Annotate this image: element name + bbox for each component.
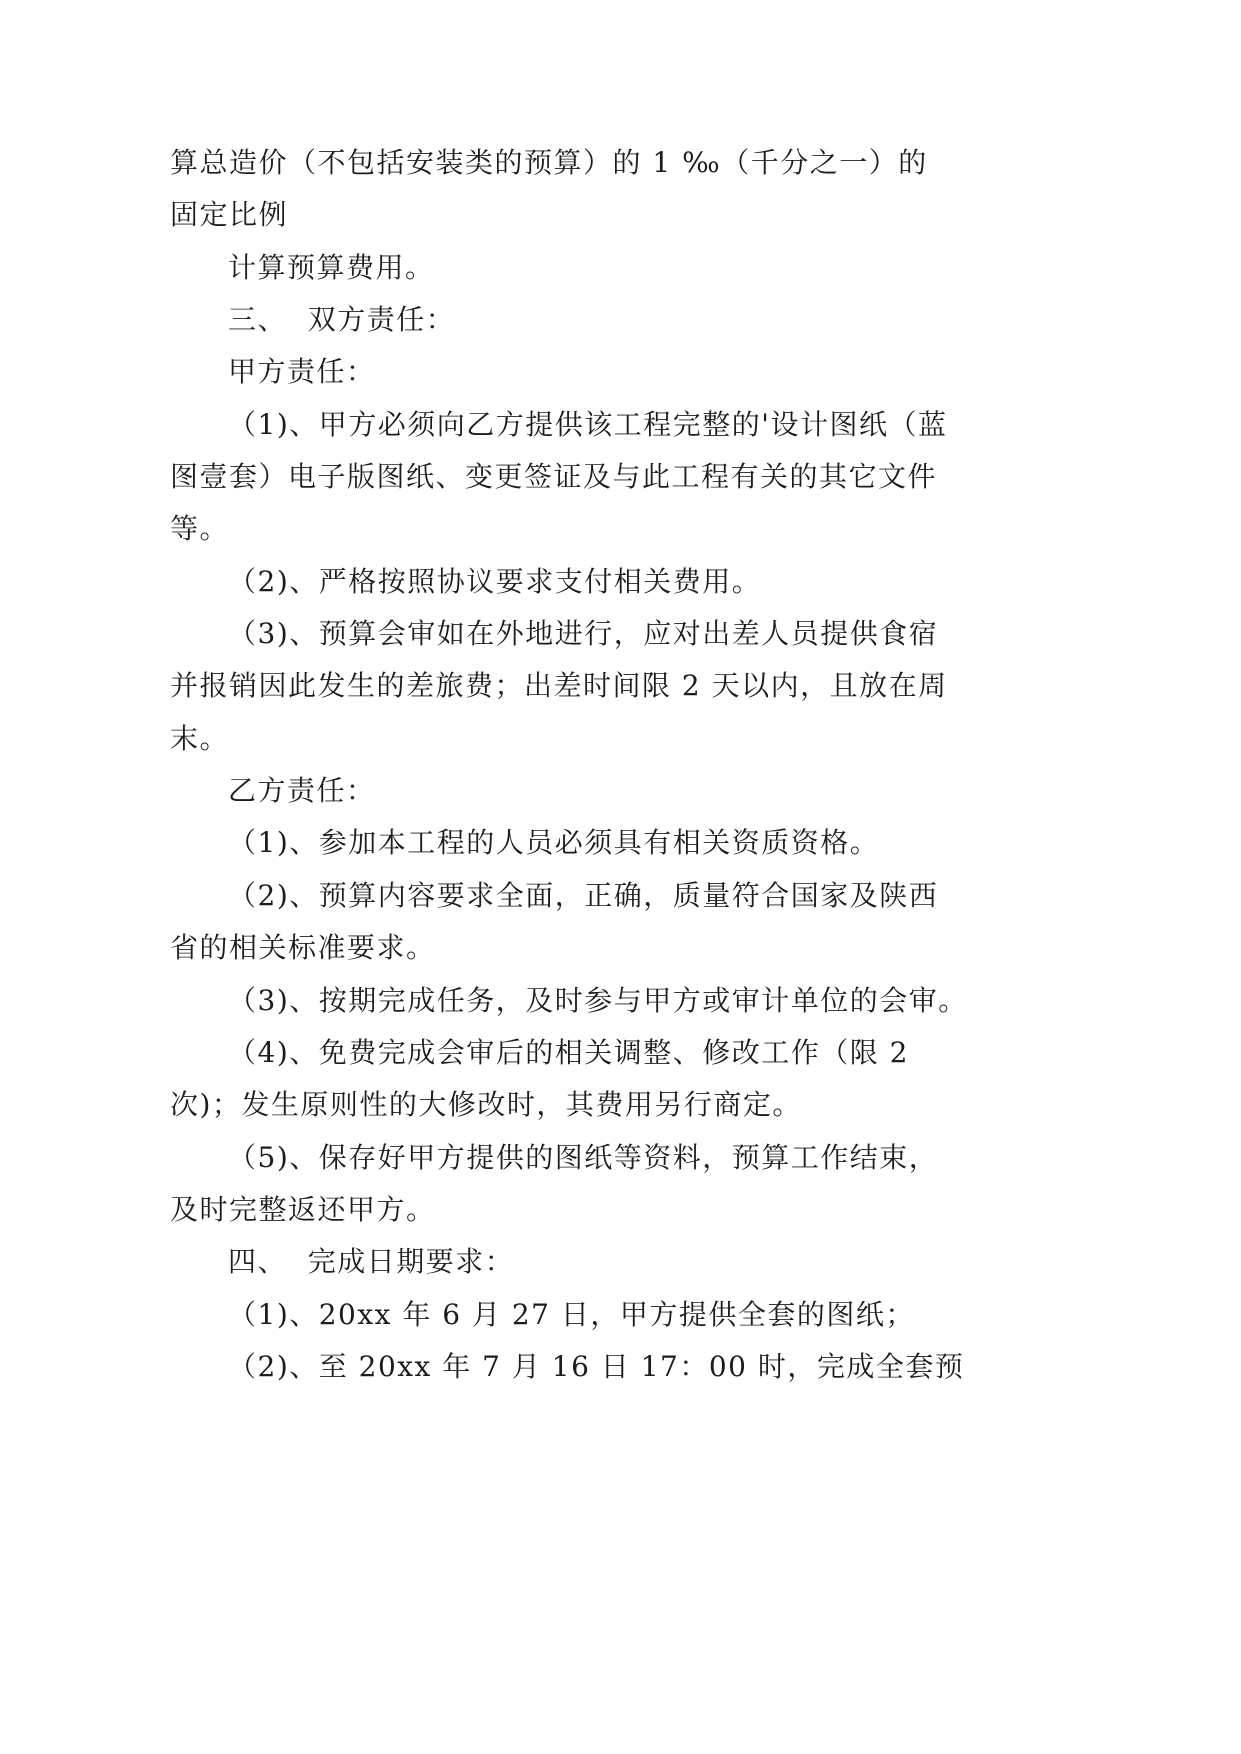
body-text-line: 并报销因此发生的差旅费；出差时间限 2 天以内，且放在周 — [170, 669, 948, 703]
body-text-line: 固定比例 — [170, 198, 289, 232]
document-body — [170, 137, 970, 1393]
body-text-line: 计算预算费用。 — [228, 250, 435, 284]
list-item-line: （5)、保存好甲方提供的图纸等资料，预算工作结束， — [228, 1140, 939, 1174]
section-heading: 四、 完成日期要求： — [228, 1245, 515, 1279]
list-item-line: （3)、预算会审如在外地进行，应对出差人员提供食宿 — [228, 617, 939, 651]
body-text-line: 次)；发生原则性的大修改时，其费用另行商定。 — [170, 1088, 802, 1122]
body-text-line: 等。 — [170, 512, 230, 546]
list-item-line: （2)、预算内容要求全面，正确，质量符合国家及陕西 — [228, 878, 939, 912]
subsection-heading-party-a: 甲方责任： — [228, 355, 376, 389]
body-text-line: 图壹套）电子版图纸、变更签证及与此工程有关的其它文件 — [170, 460, 938, 494]
section-heading: 三、 双方责任： — [228, 303, 456, 337]
body-text-line: 及时完整返还甲方。 — [170, 1192, 436, 1226]
list-item-line: （4)、免费完成会审后的相关调整、修改工作（限 2 — [228, 1035, 909, 1069]
body-text-line: 省的相关标准要求。 — [170, 931, 436, 965]
list-item-line: （1)、甲方必须向乙方提供该工程完整的'设计图纸（蓝 — [228, 407, 948, 441]
list-item-line: （1)、参加本工程的人员必须具有相关资质资格。 — [228, 826, 880, 860]
subsection-heading-party-b: 乙方责任： — [228, 774, 376, 808]
list-item-line: （1)、20xx 年 6 月 27 日，甲方提供全套的图纸； — [228, 1297, 915, 1331]
list-item-line: （3)、按期完成任务，及时参与甲方或审计单位的会审。 — [228, 983, 968, 1017]
body-text-line: 末。 — [170, 721, 230, 755]
list-item-line: （2)、至 20xx 年 7 月 16 日 17：00 时，完成全套预 — [228, 1349, 965, 1383]
list-item-line: （2)、严格按照协议要求支付相关费用。 — [228, 564, 762, 598]
body-text-line: 算总造价（不包括安装类的预算）的 1 ‰（千分之一）的 — [170, 146, 928, 179]
